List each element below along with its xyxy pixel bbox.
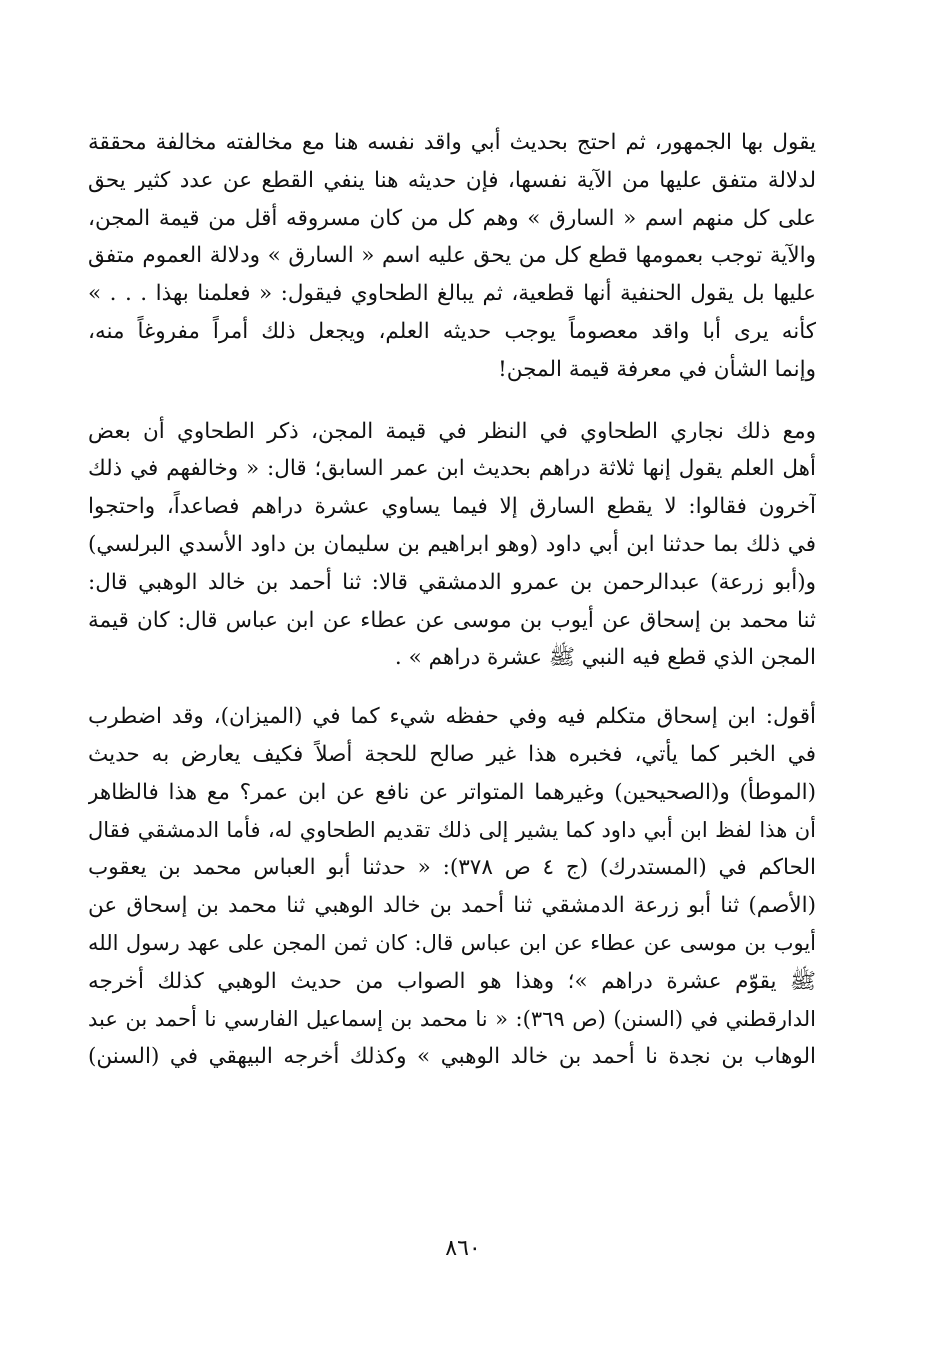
text-line: آخرون فقالوا: لا يقطع السارق إلا فيما يساوي عشرة دراهم فصاعداً، واحتجوا [88, 494, 816, 520]
text-line: أيوب بن موسى عن عطاء عن ابن عباس قال: كان ثمن المجن على عهد رسول الله [88, 930, 816, 955]
text-line: (الأصم) ثنا أبو زرعة الدمشقي ثنا أحمد بن خالد الوهبي ثنا محمد بن إسحاق عن [88, 893, 816, 919]
text-line: أهل العلم يقول إنها ثلاثة دراهم بحديث ابن عمر السابق؛ قال: « وخالفهم في ذلك [88, 456, 816, 482]
paragraph-3 [88, 698, 816, 1076]
text-line: عليها بل يقول الحنفية أنها قطعية، ثم يبالغ الطحاوي فيقول: « فعلمنا بهذا . . . » [88, 281, 816, 307]
text-line: الدارقطني في (السنن) (ص ٣٦٩): « نا محمد بن إسماعيل الفارسي نا أحمد بن عبد [88, 1006, 816, 1031]
text-line: (الموطأ) و(الصحيحين) وغيرهما المتواتر عن نافع عن ابن عمر؟ مع هذا فالظاهر [88, 779, 816, 805]
text-line: و(أبو زرعة) عبدالرحمن بن عمرو الدمشقي قالا: ثنا أحمد بن خالد الوهبي قال: [88, 569, 816, 595]
text-line: في ذلك بما حدثنا ابن أبي داود (وهو ابراهيم بن سليمان بن داود الأسدي البرلسي) [88, 531, 816, 557]
text-line: في الخبر كما يأتي، فخبره هذا غير صالح للحجة أصلاً فكيف يعارض به حديث [88, 741, 816, 767]
text-line: أن هذا لفظ ابن أبي داود كما يشير إلى ذلك تقديم الطحاوي له، فأما الدمشقي فقال [88, 817, 816, 842]
text-line: والآية توجب بعمومها قطع كل من يحق عليه اسم « السارق » ودلالة العموم متفق [88, 243, 816, 269]
text-line: لدلالة متفق عليها من الآية نفسها، فإن حديثه هنا ينفي القطع عن عدد كثير يحق [88, 167, 816, 193]
text-line: الحاكم في (المستدرك) (ج ٤ ص ٣٧٨): « حدثنا أبو العباس محمد بن يعقوب [88, 855, 816, 881]
page-body [88, 124, 816, 1076]
text-line: أقول: ابن إسحاق متكلم فيه وفي حفظه شيء كما في (الميزان)، وقد اضطرب [88, 704, 816, 730]
paragraph-2 [88, 413, 816, 678]
text-line: كأنه يرى أبا واقد معصوماً يوجب حديثه العلم، ويجعل ذلك أمراً مفروغاً منه، [88, 318, 816, 344]
paragraph-1 [88, 124, 816, 389]
text-line: ثنا محمد بن إسحاق عن أيوب بن موسى عن عطاء عن ابن عباس قال: كان قيمة [88, 607, 816, 633]
text-line: وإنما الشأن في معرفة قيمة المجن! [498, 356, 816, 382]
text-line: ﷺ يقوّم عشرة دراهم »؛ وهذا هو الصواب من حديث الوهبي كذلك أخرجه [88, 968, 816, 994]
page-number: ٨٦٠ [445, 1236, 481, 1261]
text-line: يقول بها الجمهور، ثم احتج بحديث أبي واقد نفسه هنا مع مخالفته مخالفة محققة [88, 130, 816, 155]
text-line: على كل منهم اسم « السارق » وهم كل من كان مسروقه أقل من قيمة المجن، [88, 205, 816, 231]
text-line: المجن الذي قطع فيه النبي ﷺ عشرة دراهم » . [394, 645, 816, 671]
text-line: ومع ذلك نجاري الطحاوي في النظر في قيمة المجن، ذكر الطحاوي أن بعض [88, 418, 816, 444]
text-line: الوهاب بن نجدة نا أحمد بن خالد الوهبي » وكذلك أخرجه البيهقي في (السنن) [88, 1044, 816, 1070]
